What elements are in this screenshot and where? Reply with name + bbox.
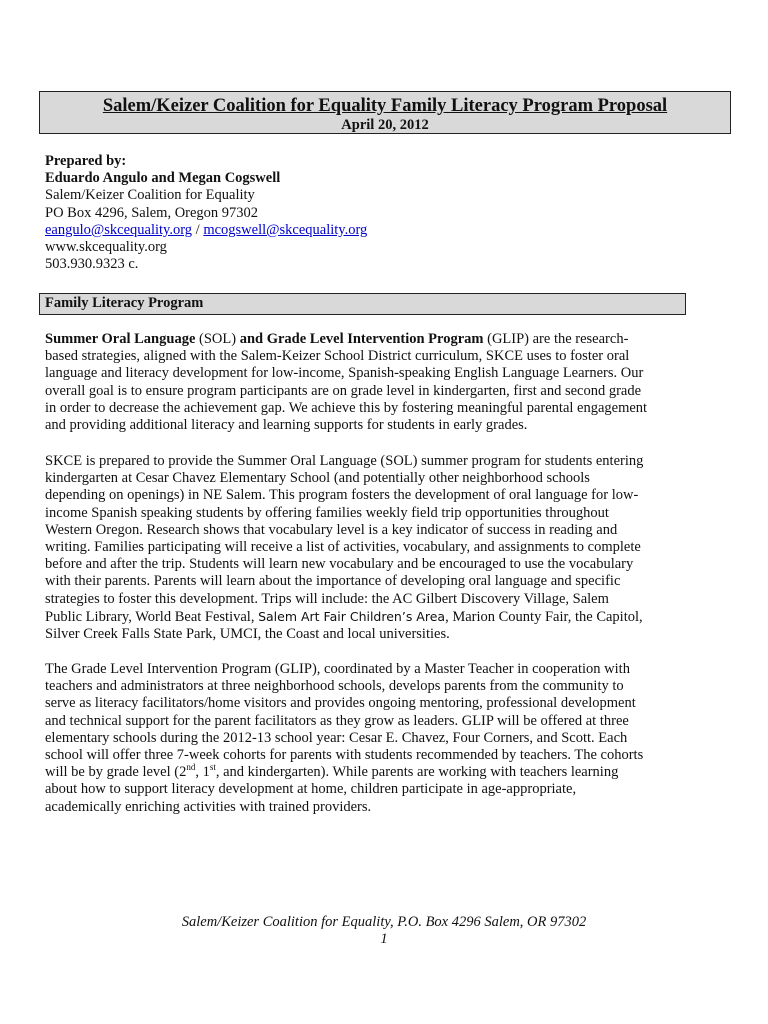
- paragraph-line: income Spanish speaking students by offering families weekly field trip opportunities throughout: [45, 504, 609, 521]
- authors: Eduardo Angulo and Megan Cogswell: [45, 170, 281, 187]
- bold-term-sol: Summer Oral Language: [45, 331, 196, 347]
- section-heading: Family Literacy Program: [39, 293, 686, 315]
- paragraph-line: overall goal is to ensure program participants are on grade level in kindergarten, first and second grade: [45, 382, 642, 399]
- paragraph-line: Western Oregon. Research shows that vocabulary level is a key indicator of success in reading and: [45, 521, 618, 538]
- text-fragment: (SOL): [195, 331, 240, 347]
- paragraph-line: writing. Families participating will receive a list of activities, vocabulary, and assignments to complete: [45, 539, 641, 556]
- paragraph-line: in order to decrease the achievement gap. We achieve this by fostering meaningful parental engagement: [45, 399, 648, 416]
- page-footer: [0, 914, 768, 948]
- paragraph-sol: [45, 453, 695, 643]
- address: PO Box 4296, Salem, Oregon 97302: [45, 204, 259, 221]
- text-fragment: Public Library, World Beat Festival,: [45, 608, 259, 625]
- email-line: [45, 222, 367, 239]
- paragraph-line: [45, 331, 695, 348]
- paragraph-line: depending on openings) in NE Salem. This program fosters the development of oral language for low-: [45, 487, 639, 504]
- superscript: st: [209, 762, 216, 773]
- paragraph-line: SKCE is prepared to provide the Summer Oral Language (SOL) summer program for students entering: [45, 453, 644, 469]
- paragraph-line: strategies to foster this development. Trips will include: the AC Gilbert Discovery Village, Salem: [45, 590, 609, 607]
- prepared-by-block: [45, 153, 367, 273]
- paragraph-line: based strategies, aligned with the Salem-Keizer School District curriculum, SKCE uses to foster oral: [45, 348, 630, 365]
- paragraph-line: and technical support for the parent facilitators as they grow as leaders. GLIP will be offered at three: [45, 712, 629, 729]
- page-number: 1: [380, 931, 388, 947]
- email-link-mcogswell[interactable]: mcogswell@skcequality.org: [203, 221, 368, 238]
- paragraph-line: language and literacy development for low-income, Spanish-speaking English Language Learners. Our: [45, 365, 644, 382]
- text-fragment: (GLIP) are the research-: [483, 331, 629, 347]
- organization: Salem/Keizer Coalition for Equality: [45, 187, 255, 204]
- text-fragment: , Marion County Fair, the Capitol,: [445, 608, 643, 625]
- text-fragment-alt-font: Salem Art Fair Children’s Area: [258, 608, 446, 624]
- paragraph-intro: [45, 331, 695, 434]
- superscript: nd: [186, 762, 196, 773]
- document-date: April 20, 2012: [341, 117, 429, 133]
- paragraph-line: teachers and administrators at three neighborhood schools, develops parents from the community to: [45, 678, 624, 695]
- paragraph-line: [45, 608, 695, 626]
- paragraph-line: elementary schools during the 2012-13 school year: Cesar E. Chavez, Four Corners, and Scott. Each: [45, 729, 628, 746]
- text-fragment: will be by grade level (2: [45, 764, 187, 781]
- paragraph-line: about how to support literacy development at home, children participate in age-appropriate,: [45, 781, 577, 798]
- text-fragment: , and kindergarten). While parents are working with teachers learning: [215, 764, 619, 781]
- paragraph-line: and providing additional literacy and learning supports for students in early grades.: [45, 417, 528, 434]
- title-box: [39, 91, 731, 134]
- paragraph-line: kindergarten at Cesar Chavez Elementary School (and potentially other neighborhood schools: [45, 470, 590, 487]
- paragraph-glip: [45, 661, 695, 816]
- paragraph-line: academically enriching activities with trained providers.: [45, 798, 372, 815]
- bold-term-glip: and Grade Level Intervention Program: [239, 331, 484, 347]
- paragraph-line: [45, 764, 695, 781]
- website: www.skcequality.org: [45, 239, 167, 256]
- paragraph-line: before and after the trip. Students will learn new vocabulary and be encouraged to use the vocabulary: [45, 556, 634, 573]
- paragraph-line: with their parents. Parents will learn about the importance of developing oral language and specific: [45, 573, 621, 590]
- paragraph-line: serve as literacy facilitators/home visitors and provides ongoing mentoring, professional development: [45, 695, 636, 712]
- phone: 503.930.9323 c.: [45, 256, 139, 273]
- document-title: Salem/Keizer Coalition for Equality Family Literacy Program Proposal: [102, 96, 668, 116]
- email-separator: /: [192, 221, 204, 238]
- email-link-eangulo[interactable]: eangulo@skcequality.org: [45, 221, 193, 238]
- prepared-label: Prepared by:: [45, 153, 127, 169]
- paragraph-line: Silver Creek Falls State Park, UMCI, the Coast and local universities.: [45, 626, 450, 643]
- text-fragment: , 1: [195, 764, 210, 781]
- paragraph-line: school will offer three 7-week cohorts for parents with students recommended by teachers. The cohorts: [45, 747, 644, 764]
- footer-address: Salem/Keizer Coalition for Equality, P.O. Box 4296 Salem, OR 97302: [181, 914, 587, 930]
- paragraph-line: The Grade Level Intervention Program (GLIP), coordinated by a Master Teacher in cooperation with: [45, 661, 630, 677]
